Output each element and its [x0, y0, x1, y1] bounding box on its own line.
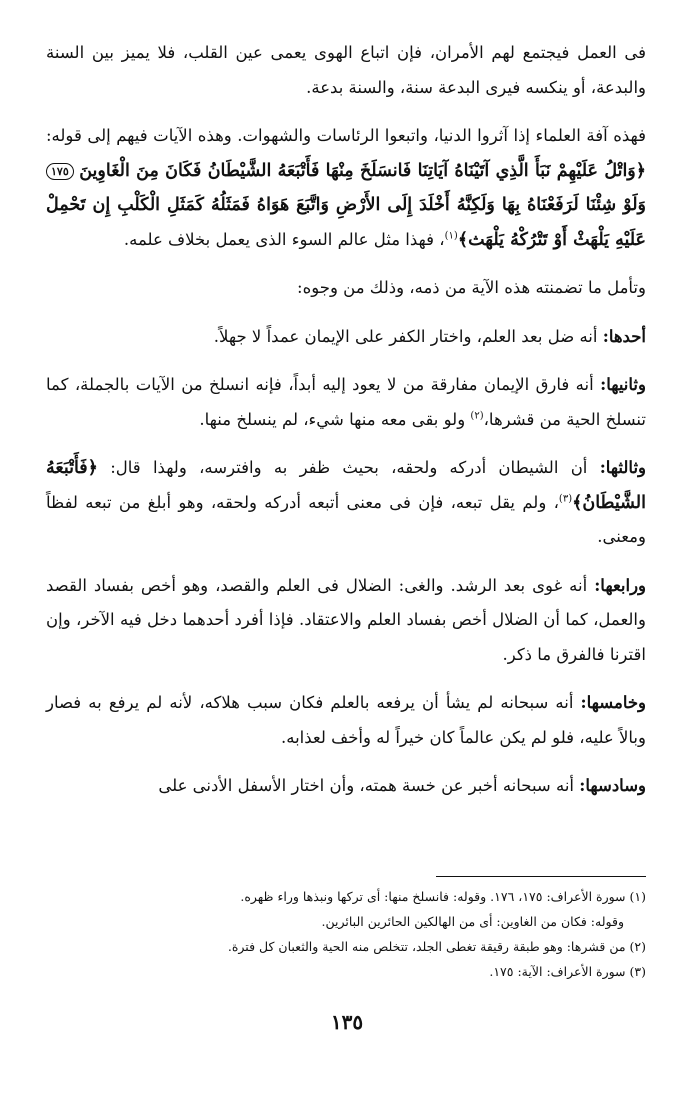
ayah-number-marker: ١٧٥: [46, 163, 74, 180]
point-2-text-b: ولو بقى معه منها شيء، لم ينسلخ منها.: [199, 409, 466, 429]
point-3-text-b: ، ولم يقل تبعه، فإن فى معنى أتبعه أدركه ولحقه، وهو أبلغ من تبعه لفظاً ومعنى.: [46, 492, 646, 546]
point-5-text: أنه سبحانه لم يشأ أن يرفعه بالعلم فكان سبب هلاكه، لأنه لم يرفع به فصار وبالاً عليه، فلو لم يكن عالماً كان خيراً له وأخف لعذابه.: [46, 693, 646, 747]
point-4-text: أنه غوى بعد الرشد. والغى: الضلال فى العلم والقصد، وهو أخص بفساد القصد والعمل، كما أن الضلال أخص بفساد العلم والاعتقاد. فإذا أفرد أحدهما دخل فيه الآخر، وإن اقترنا فالفرق ما ذكر.: [46, 575, 646, 664]
page-number: ١٣٥: [330, 1010, 364, 1034]
paragraph-2-intro: فهذه آفة العلماء إذا آثروا الدنيا، واتبعوا الرئاسات والشهوات. وهذه الآيات فيهم إلى قوله:: [46, 126, 646, 145]
paragraph-4: [46, 320, 646, 355]
point-6-text: أنه سبحانه أخبر عن خسة همته، وأن اختار الأسفل الأدنى على: [158, 776, 575, 795]
quran-verse-b: وَلَوْ شِئْنَا لَرَفَعْنَاهُ بِهَا وَلَكِنَّهُ أَخْلَدَ إِلَى الأَرْضِ وَاتَّبَعَ هَوَاهُ فَمَثَلُهُ كَمَثَلِ الْكَلْبِ إِن تَحْمِلْ عَلَيْهِ يَلْهَثْ أَوْ تَتْرُكْهُ يَلْهَث﴾: [46, 195, 646, 250]
paragraph-8: [46, 686, 646, 755]
point-2-lead: وثانيها:: [600, 375, 646, 394]
footnote-1-continued: وقوله: فكان من الغاوين: أى من الهالكين الحائرين البائرين.: [321, 914, 624, 929]
quran-verse-a: ﴿وَاتْلُ عَلَيْهِمْ نَبَأَ الَّذِي آتَيْنَاهُ آيَاتِنَا فَانسَلَخَ مِنْهَا فَأَتْبَعَهُ الشَّيْطَانُ فَكَانَ مِنَ الْغَاوِينَ: [79, 160, 647, 181]
footnote-ref-3: (٣): [558, 493, 573, 504]
point-4-lead: ورابعها:: [594, 575, 647, 595]
paragraph-1-text: فى العمل فيجتمع لهم الأمران، فإن اتباع الهوى يعمى عين القلب، فلا يميز بين السنة والبدعة، أو ينكسه فيرى البدعة سنة، والسنة بدعة.: [46, 43, 646, 97]
point-3-lead: وثالثها:: [599, 458, 647, 477]
quran-verse-c: ﴿فَأَتْبَعَهُ الشَّيْطَانُ﴾: [46, 458, 646, 513]
point-1-lead: أحدها:: [602, 326, 646, 346]
paragraph-9: [46, 769, 646, 804]
point-1-text: أنه ضل بعد العلم، واختار الكفر على الإيمان عمداً لا جهلاً.: [213, 326, 598, 346]
footnote-ref-1: (١): [444, 230, 458, 241]
paragraph-2: [46, 119, 646, 257]
footnote-divider: [436, 876, 646, 877]
point-6-lead: وسادسها:: [579, 776, 646, 795]
paragraph-3: [46, 271, 646, 306]
footnote-1: (١) سورة الأعراف: ١٧٥، ١٧٦. وقوله: فانسلخ منها: أى تركها ونبذها وراء ظهره.: [240, 889, 646, 904]
paragraph-7: [46, 569, 646, 673]
footnote-3: (٣) سورة الأعراف: الآية: ١٧٥.: [489, 964, 646, 979]
paragraph-1: [46, 36, 646, 105]
paragraph-5: [46, 368, 646, 437]
point-2-text-a: أنه فارق الإيمان مفارقة من لا يعود إليه أبداً، فإنه انسلخ من الآيات بالجملة، كما تنسلخ الحية من قشرها،: [46, 375, 646, 429]
paragraph-2-outro: ، فهذا مثل عالم السوء الذى يعمل بخلاف علمه.: [123, 229, 445, 249]
paragraph-3-text: وتأمل ما تضمنته هذه الآية من ذمه، وذلك من وجوه:: [297, 278, 646, 297]
point-3-text-a: أن الشيطان أدركه ولحقه، بحيث ظفر به وافترسه، ولهذا قال:: [110, 458, 588, 477]
paragraph-6: [46, 451, 646, 555]
point-5-lead: وخامسها:: [580, 693, 647, 712]
footnote-ref-2: (٢): [470, 410, 484, 421]
footnote-2: (٢) من قشرها: وهو طبقة رقيقة تغطى الجلد، تتخلص منه الحية والثعبان كل فترة.: [227, 939, 646, 954]
footnotes: [60, 884, 646, 984]
